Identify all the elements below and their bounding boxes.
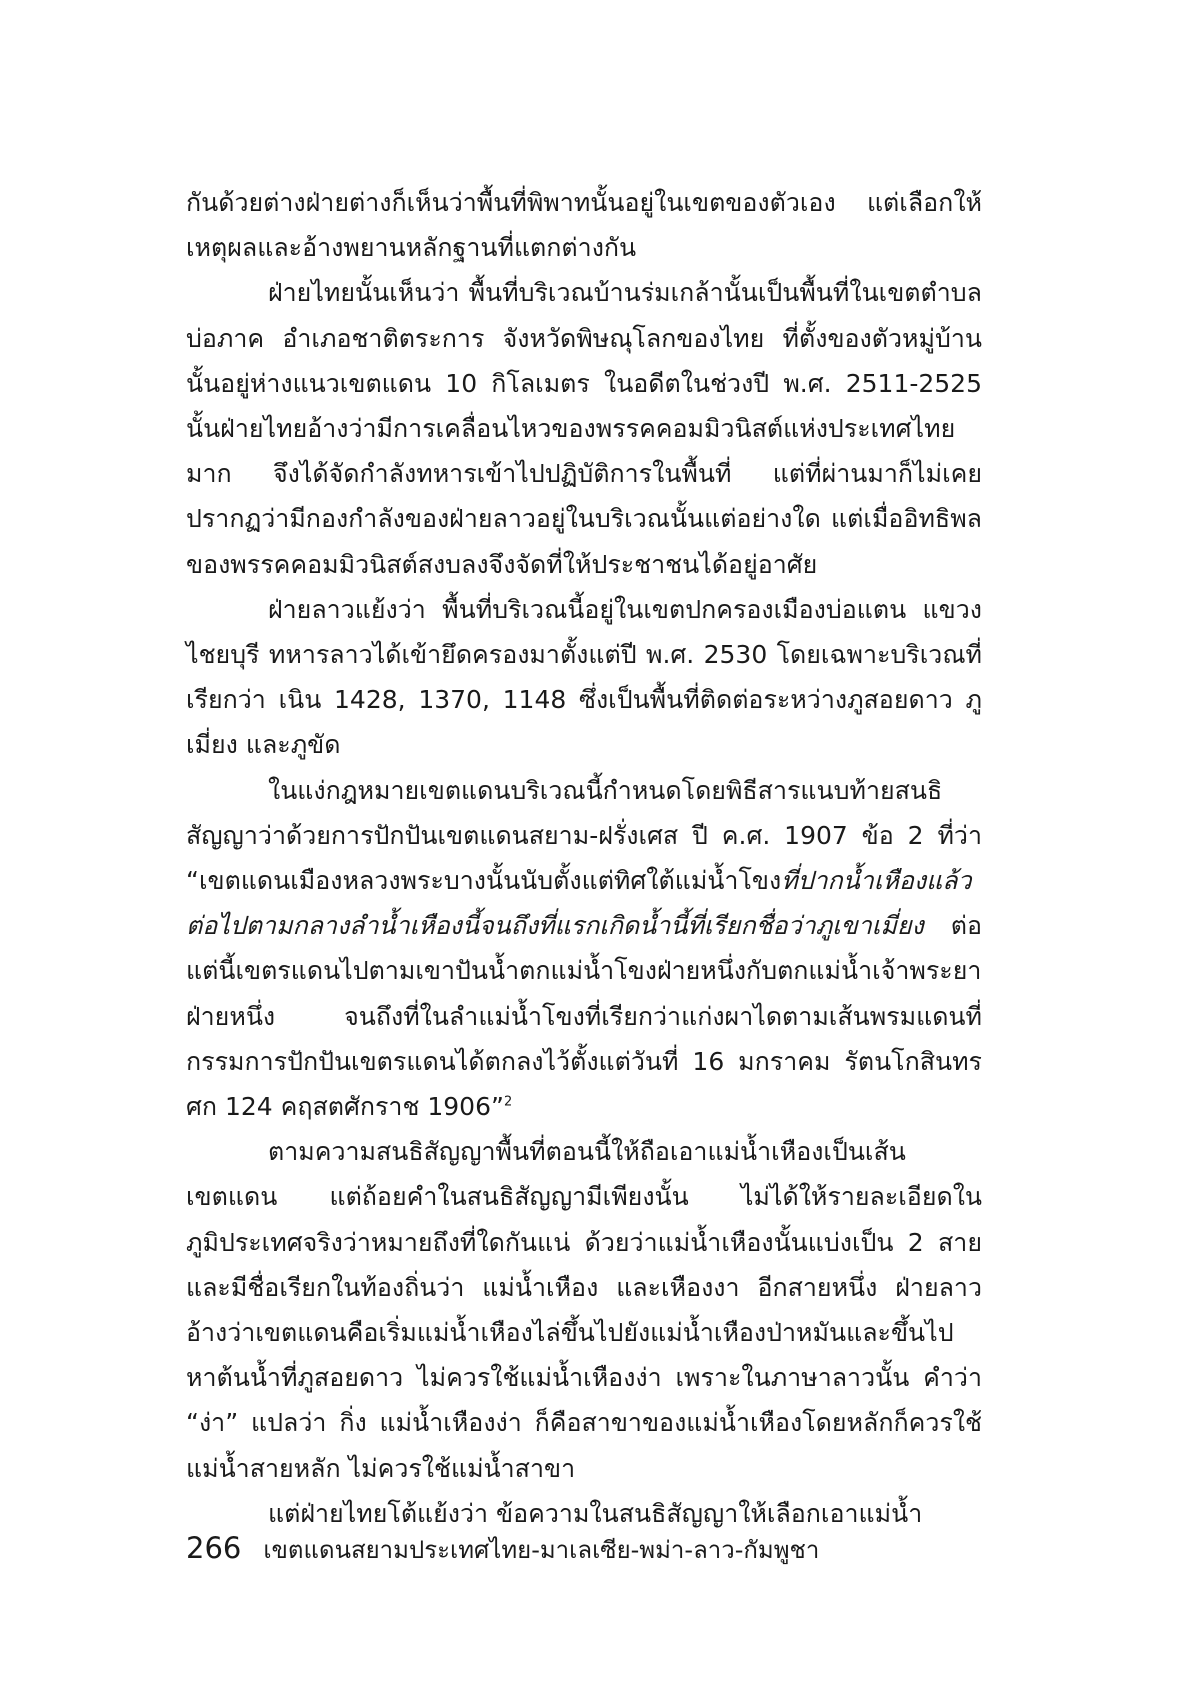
paragraph-text: ตามความสนธิสัญญาพื้นที่ตอนนี้ให้ถือเอาแม่น้ำเหืองเป็นเส้นเขตแดน แต่ถ้อยคำในสนธิสัญญามีเพียงนั้น ไม่ได้ให้รายละเอียดในภูมิประเทศจริงว่าหมายถึงที่ใดกันแน่ ด้วยว่าแม่น้ำเหืองนั้นแบ่งเป็น 2 สายและมีชื่อเรียกในท้องถิ่นว่า แม่น้ำเหือง และเหืองงา อีกสายหนึ่ง ฝ่ายลาวอ้างว่าเขตแดนคือเริ่มแม่น้ำเหืองไล่ขึ้นไปยังแม่น้ำเหืองป่าหมันและขึ้นไปหาต้นน้ำที่ภูสอยดาว ไม่ควรใช้แม่น้ำเหืองง่า เพราะในภาษาลาวนั้น คำว่า “ง่า” แปลว่า กิ่ง แม่น้ำเหืองง่า ก็คือสาขาของแม่น้ำเหืองโดยหลักก็ควรใช้แม่น้ำสายหลัก ไม่ควรใช้แม่น้ำสาขา — [186, 1137, 982, 1483]
paragraph-treaty-quote — [186, 768, 982, 1130]
paragraph-text: แต่ฝ่ายไทยโต้แย้งว่า ข้อความในสนธิสัญญาให้เลือกเอาแม่น้ำ — [268, 1498, 923, 1528]
page-number: 266 — [186, 1531, 242, 1565]
paragraph-text: ในแง่กฎหมายเขตแดนบริเวณนี้กำหนดโดยพิธีสารแนบท้ายสนธิสัญญาว่าด้วยการปักปันเขตแดนสยาม-ฝรั่งเศส ปี ค.ศ. 1907 ข้อ 2 ที่ว่า “เขตแดนเมืองหลวงพระบางนั้นนับตั้งแต่ทิศใต้แม่น้ำโขง — [186, 775, 982, 896]
page-footer — [186, 1530, 982, 1568]
footnote-marker: 2 — [503, 1094, 513, 1110]
body-text — [186, 180, 982, 1536]
paragraph-text: ต่อแต่นี้เขตรแดนไปตามเขาปันน้ำตกแม่น้ำโขงฝ่ายหนึ่งกับตกแม่น้ำเจ้าพระยาฝ่ายหนึ่ง จนถึงที่ในลำแม่น้ำโขงที่เรียกว่าแก่งผาไดตามเส้นพรมแดนที่กรรมการปักปันเขตรแดนได้ตกลงไว้ตั้งแต่วันที่ 16 มกราคม รัตนโกสินทรศก 124 คฤสตศักราช 1906” — [186, 911, 982, 1122]
paragraph — [186, 1129, 982, 1491]
running-title: เขตแดนสยามประเทศไทย-มาเลเซีย-พม่า-ลาว-กัมพูชา — [263, 1536, 820, 1564]
paragraph-text: กันด้วยต่างฝ่ายต่างก็เห็นว่าพื้นที่พิพาทนั้นอยู่ในเขตของตัวเอง แต่เลือกให้เหตุผลและอ้างพยานหลักฐานที่แตกต่างกัน — [186, 188, 982, 263]
paragraph — [186, 270, 982, 586]
paragraph — [186, 587, 982, 768]
paragraph-text: ฝ่ายไทยนั้นเห็นว่า พื้นที่บริเวณบ้านร่มเกล้านั้นเป็นพื้นที่ในเขตตำบลบ่อภาค อำเภอชาติตระการ จังหวัดพิษณุโลกของไทย ที่ตั้งของตัวหมู่บ้านนั้นอยู่ห่างแนวเขตแดน 10 กิโลเมตร ในอดีตในช่วงปี พ.ศ. 2511-2525 นั้นฝ่ายไทยอ้างว่ามีการเคลื่อนไหวของพรรคคอมมิวนิสต์แห่งประเทศไทยมาก จึงได้จัดกำลังทหารเข้าไปปฏิบัติการในพื้นที่ แต่ที่ผ่านมาก็ไม่เคยปรากฏว่ามีกองกำลังของฝ่ายลาวอยู่ในบริเวณนั้นแต่อย่างใด แต่เมื่ออิทธิพลของพรรคคอมมิวนิสต์สงบลงจึงจัดที่ให้ประชาชนได้อยู่อาศัย — [186, 278, 982, 579]
paragraph — [186, 180, 982, 270]
paragraph-text: ฝ่ายลาวแย้งว่า พื้นที่บริเวณนี้อยู่ในเขตปกครองเมืองบ่อแตน แขวงไชยบุรี ทหารลาวได้เข้ายึดครองมาตั้งแต่ปี พ.ศ. 2530 โดยเฉพาะบริเวณที่เรียกว่า เนิน 1428, 1370, 1148 ซึ่งเป็นพื้นที่ติดต่อระหว่างภูสอยดาว ภูเมี่ยง และภูขัด — [186, 594, 982, 760]
italic-quote-text: ที่ปากน้ำเหืองแล้วต่อไปตามกลางลำน้ำเหืองนี้จนถึงที่แรกเกิดน้ำนี้ที่เรียกชื่อว่าภูเขาเมี่ยง — [186, 866, 972, 941]
